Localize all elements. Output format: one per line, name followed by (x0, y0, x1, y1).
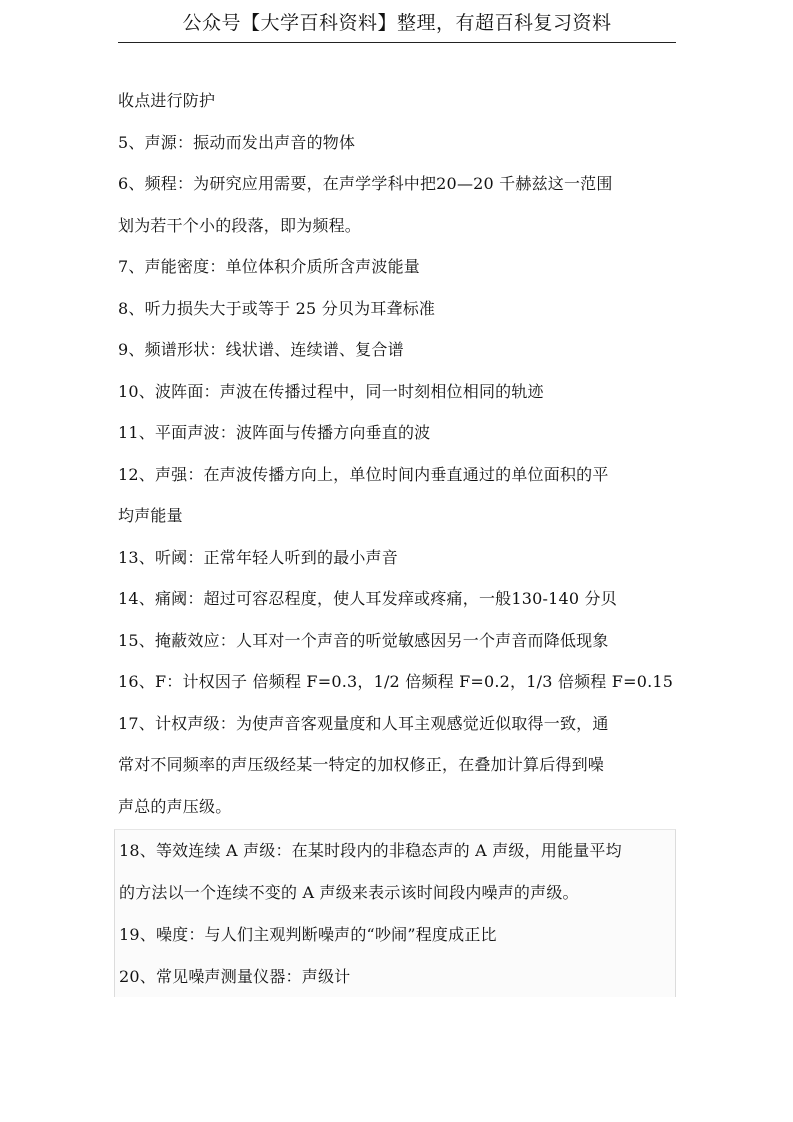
text-line: 18、等效连续 A 声级：在某时段内的非稳态声的 A 声级，用能量平均 (119, 841, 622, 860)
text-line: 20、常见噪声测量仪器：声级计 (119, 967, 351, 986)
text-line: 均声能量 (118, 506, 183, 525)
text-line: 划为若干个小的段落，即为频程。 (118, 215, 362, 235)
text-line: 12、声强：在声波传播方向上，单位时间内垂直通过的单位面积的平 (118, 464, 609, 484)
text-line: 6、频程：为研究应用需要，在声学学科中把20—20 千赫兹这一范围 (118, 174, 613, 193)
text-line: 16、F：计权因子 倍频程 F=0.3，1/2 倍频程 F=0.2，1/3 倍频程 F=0.15 (118, 672, 674, 691)
text-line: 13、听阈：正常年轻人听到的最小声音 (118, 547, 398, 567)
text-line: 15、掩蔽效应：人耳对一个声音的听觉敏感因另一个声音而降低现象 (118, 630, 609, 650)
text-line: 19、噪度：与人们主观判断噪声的“吵闹”程度成正比 (119, 925, 497, 944)
text-line: 10、波阵面：声波在传播过程中，同一时刻相位相同的轨迹 (118, 381, 544, 401)
text-line: 的方法以一个连续不变的 A 声级来表示该时间段内噪声的声级。 (119, 883, 579, 902)
text-line: 14、痛阈：超过可容忍程度，使人耳发痒或疼痛，一般130-140 分贝 (118, 589, 617, 608)
text-line: 常对不同频率的声压级经某一特定的加权修正，在叠加计算后得到噪 (118, 755, 605, 774)
header-title: 公众号【大学百科资料】整理，有超百科复习资料 (182, 12, 612, 34)
text-line: 收点进行防护 (118, 91, 216, 110)
highlighted-section (114, 829, 676, 997)
text-line: 5、声源：振动而发出声音的物体 (118, 132, 356, 152)
text-line: 17、计权声级：为使声音客观量度和人耳主观感觉近似取得一致，通 (118, 713, 609, 733)
text-line: 7、声能密度：单位体积介质所含声波能量 (118, 257, 420, 276)
text-line: 9、频谱形状：线状谱、连续谱、复合谱 (118, 340, 404, 359)
document-body (118, 80, 684, 827)
text-line: 11、平面声波：波阵面与传播方向垂直的波 (118, 423, 431, 442)
page-header (118, 8, 676, 43)
text-line: 8、听力损失大于或等于 25 分贝为耳聋标准 (118, 298, 436, 318)
text-line: 声总的声压级。 (118, 796, 232, 816)
